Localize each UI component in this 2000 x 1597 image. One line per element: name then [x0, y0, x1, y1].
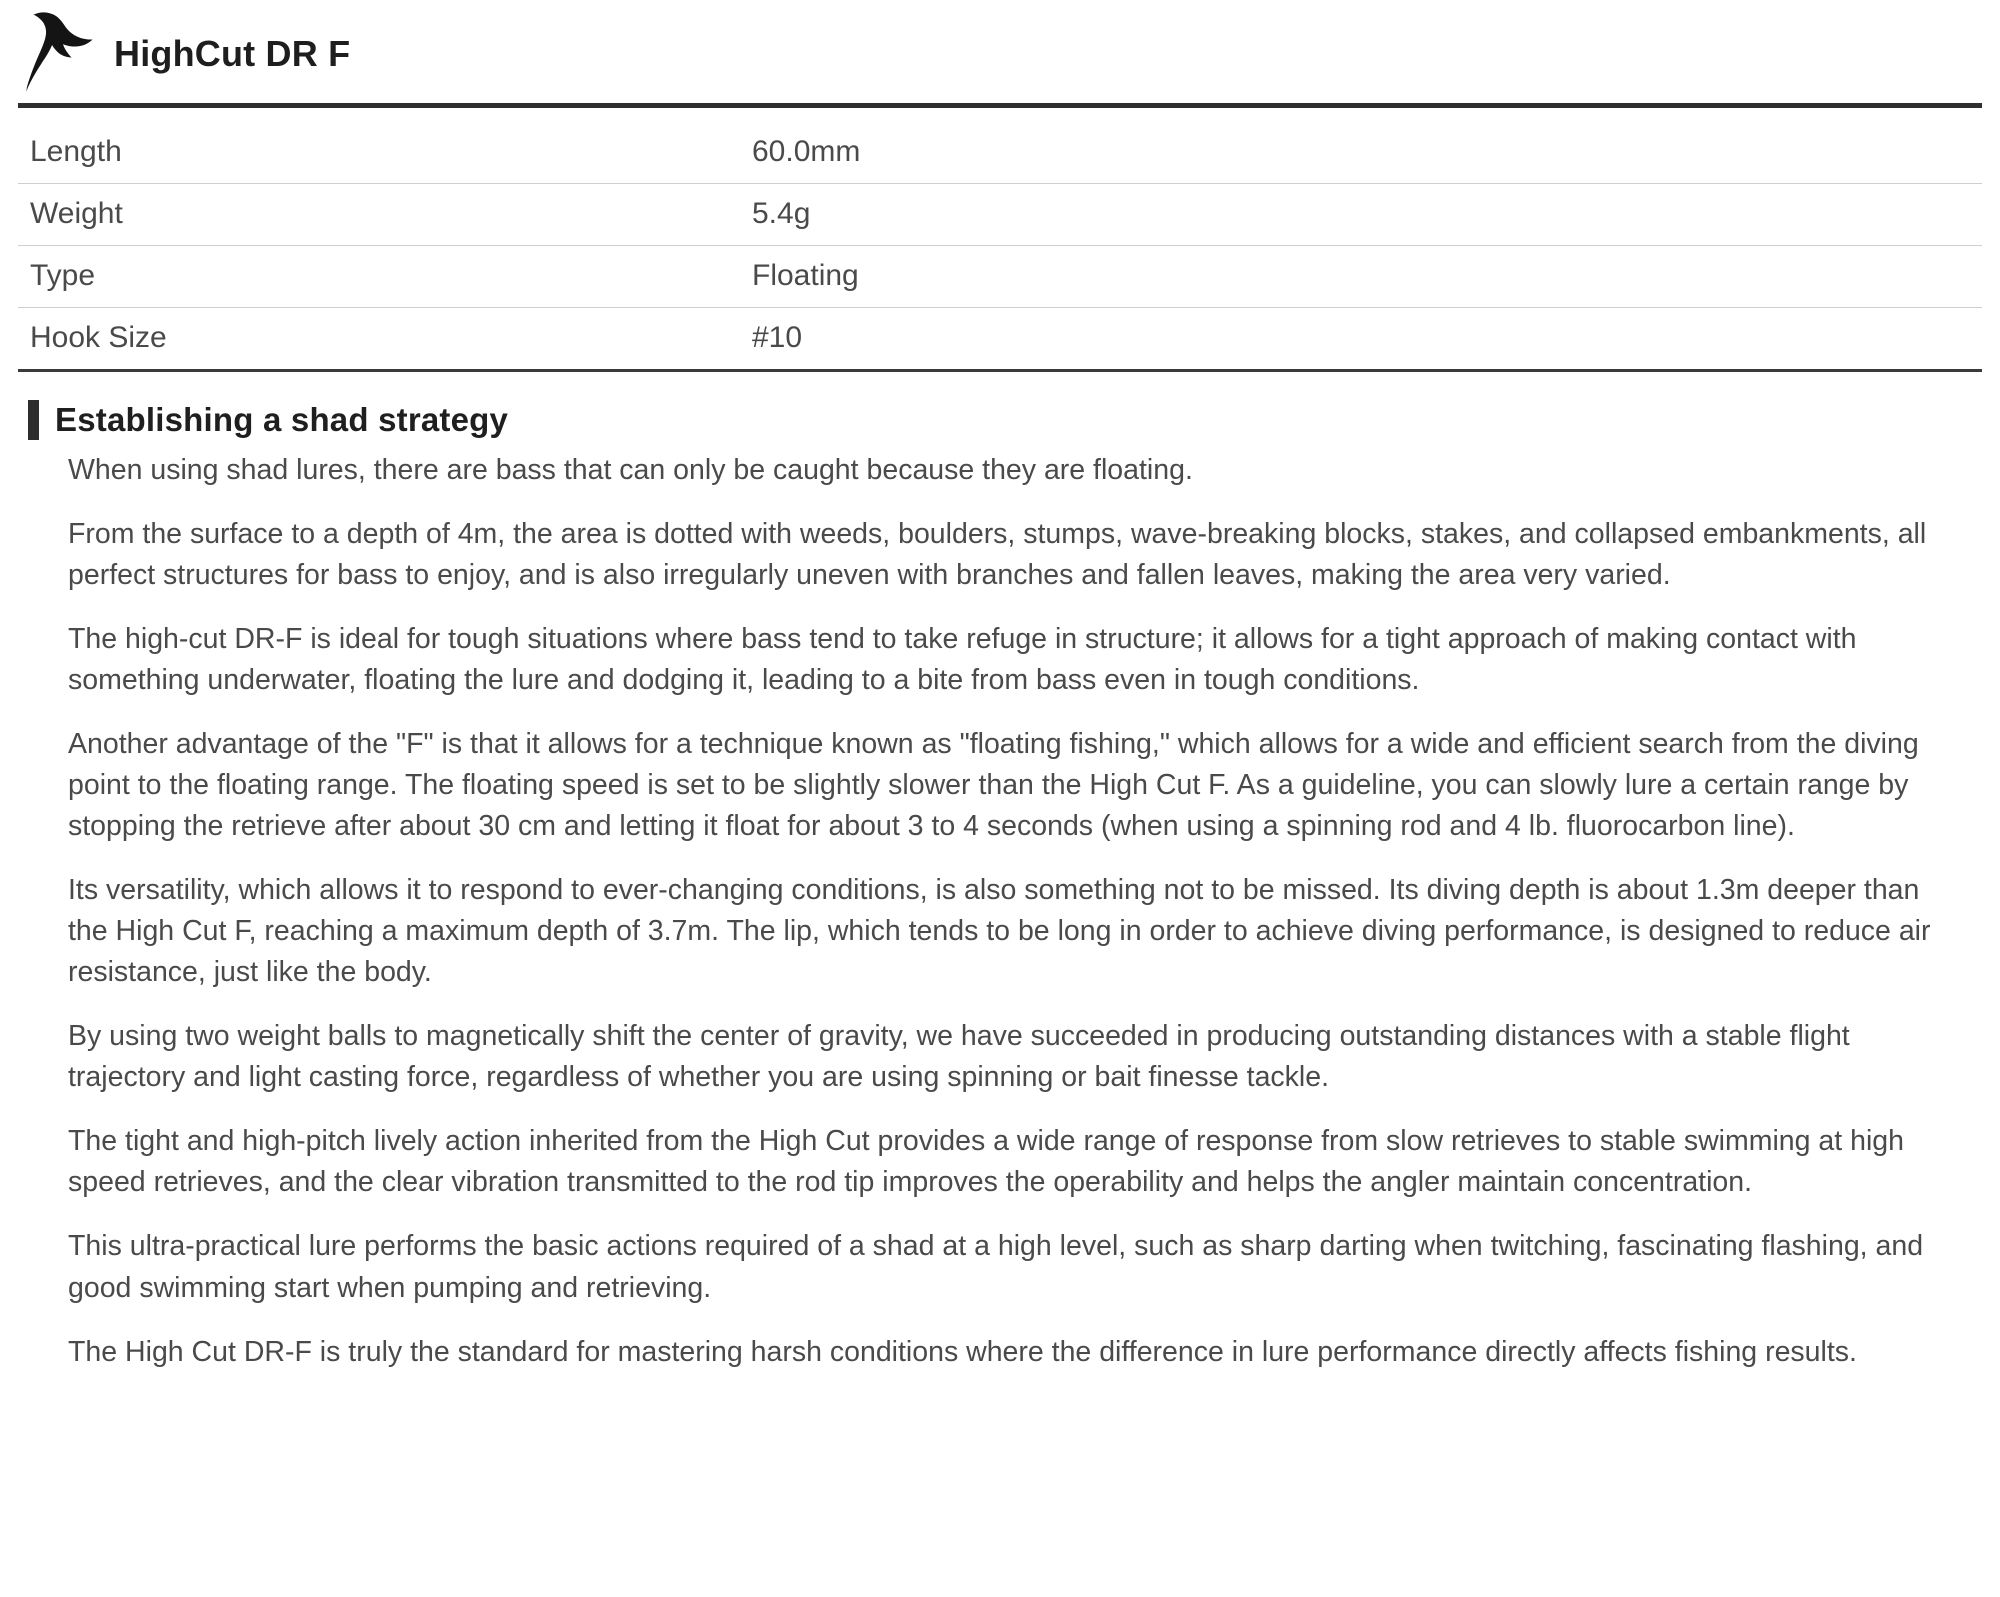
table-row: [18, 122, 1982, 184]
section-title: Establishing a shad strategy: [55, 401, 509, 438]
paragraph: When using shad lures, there are bass that can only be caught because they are floating.: [68, 454, 1193, 486]
spec-label: Hook Size: [30, 321, 167, 354]
table-row: [18, 246, 1982, 308]
spec-value: Floating: [752, 259, 859, 292]
page-title: HighCut DR F: [114, 32, 351, 74]
section-body: [18, 450, 1982, 1373]
paragraph: The High Cut DR-F is truly the standard for mastering harsh conditions where the difference in lure performance directly affects fishing results.: [68, 1335, 1857, 1368]
spec-value: 5.4g: [752, 197, 811, 230]
section-accent-bar: [28, 400, 39, 440]
table-row: [18, 184, 1982, 246]
spec-value: #10: [752, 321, 803, 354]
spec-table: [18, 122, 1982, 372]
bird-logo-icon: [24, 10, 102, 94]
paragraph: Another advantage of the "F" is that it allows for a technique known as "floating fishing," which allows for a wide and efficient search from the diving point to the floating range. The floating speed is set to be slightly slower than the High Cut F. As a guideline, you can slowly lure a certain range by stopping the retrieve after about 30 cm and letting it float for about 3 to 4 seconds (when using a spinning rod and 4 lb. fluorocarbon line).: [68, 728, 1919, 843]
section-heading: [18, 400, 1982, 440]
paragraph: By using two weight balls to magnetically shift the center of gravity, we have succeeded in producing outstanding distances with a stable flight trajectory and light casting force, regardless of whether you are using spinning or bait finesse tackle.: [68, 1020, 1850, 1094]
paragraph: The high-cut DR-F is ideal for tough situations where bass tend to take refuge in structure; it allows for a tight approach of making contact with something underwater, floating the lure and dodging it, leading to a bite from bass even in tough conditions.: [68, 623, 1857, 697]
spec-value: 60.0mm: [752, 135, 861, 168]
paragraph: This ultra-practical lure performs the basic actions required of a shad at a high level, such as sharp darting when twitching, fascinating flashing, and good swimming start when pumping and retrieving.: [68, 1230, 1924, 1304]
spec-label: Length: [30, 135, 122, 168]
spec-label: Type: [30, 259, 96, 292]
table-row: [18, 308, 1982, 371]
paragraph: Its versatility, which allows it to respond to ever-changing conditions, is also something not to be missed. Its diving depth is about 1.3m deeper than the High Cut F, reaching a maximum depth of 3.7m. The lip, which tends to be long in order to achieve diving performance, is designed to reduce air resistance, just like the body.: [68, 874, 1931, 989]
spec-label: Weight: [30, 197, 123, 230]
product-header: [18, 0, 1982, 108]
paragraph: The tight and high-pitch lively action inherited from the High Cut provides a wide range of response from slow retrieves to stable swimming at high speed retrieves, and the clear vibration transmitted to the rod tip improves the operability and helps the angler maintain concentration.: [68, 1125, 1904, 1199]
paragraph: From the surface to a depth of 4m, the area is dotted with weeds, boulders, stumps, wave-breaking blocks, stakes, and collapsed embankments, all perfect structures for bass to enjoy, and is also irregularly uneven with branches and fallen leaves, making the area very varied.: [68, 518, 1927, 592]
